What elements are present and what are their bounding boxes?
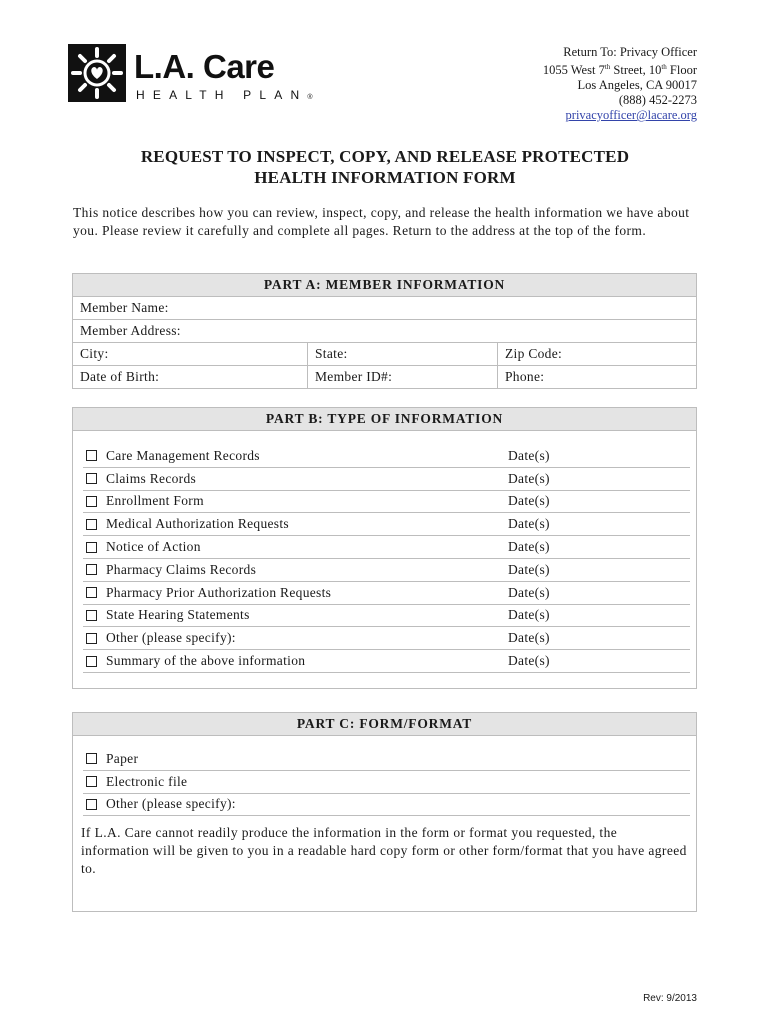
part-c-list [73, 736, 696, 816]
revision-date: Rev: 9/2013 [643, 993, 697, 1004]
dates-field[interactable]: Date(s) [508, 607, 550, 623]
phone-field[interactable]: Phone: [497, 366, 696, 388]
date-of-birth-field[interactable]: Date of Birth: [80, 369, 160, 384]
title-line-1: REQUEST TO INSPECT, COPY, AND RELEASE PROTECTED [140, 147, 630, 166]
record-type-label: Claims Records [106, 470, 197, 486]
return-to-line: Return To: Privacy Officer [563, 45, 697, 59]
format-option-label: Other (please specify): [106, 796, 236, 812]
checkbox[interactable] [86, 587, 97, 598]
format-note: If L.A. Care cannot readily produce the information in the form or format you requested, the information will be given to you in a readable hard copy form or other form/format that you have agreed to. [81, 825, 687, 877]
checkbox[interactable] [86, 656, 97, 667]
dates-field[interactable]: Date(s) [508, 630, 550, 646]
street-line: 1055 West 7th Street, 10th Floor [542, 63, 697, 78]
part-b-heading: PART B: TYPE OF INFORMATION [73, 408, 696, 431]
part-a-heading: PART A: MEMBER INFORMATION [73, 274, 696, 297]
record-type-label: Care Management Records [106, 447, 260, 463]
record-type-item [83, 627, 690, 650]
dates-field[interactable]: Date(s) [508, 493, 550, 509]
checkbox[interactable] [86, 473, 97, 484]
city-state-zip-row [73, 343, 696, 366]
record-type-label: Pharmacy Claims Records [106, 561, 257, 577]
member-name-label: Member Name: [80, 300, 169, 315]
la-care-logo [68, 44, 313, 108]
sun-heart-logo-icon [68, 44, 126, 102]
record-type-label: Pharmacy Prior Authorization Requests [106, 584, 332, 600]
dates-field[interactable]: Date(s) [508, 584, 550, 600]
record-type-item [83, 650, 690, 673]
record-type-label: State Hearing Statements [106, 607, 250, 623]
record-type-label: Medical Authorization Requests [106, 516, 289, 532]
form-title [0, 146, 770, 188]
part-b-list [73, 431, 696, 673]
title-line-2: HEALTH INFORMATION FORM [254, 168, 516, 187]
dates-field[interactable]: Date(s) [508, 516, 550, 532]
checkbox[interactable] [86, 776, 97, 787]
dob-id-phone-row [73, 366, 696, 388]
state-field[interactable]: State: [307, 343, 497, 365]
checkbox[interactable] [86, 564, 97, 575]
member-id-field[interactable]: Member ID#: [307, 366, 497, 388]
record-type-item [83, 445, 690, 468]
record-type-item [83, 513, 690, 536]
notice-text: This notice describes how you can review, inspect, copy, and release the health information we have about you. Please review it carefully and complete all pages. Return to the address at the top of the form. [73, 205, 690, 238]
dates-field[interactable]: Date(s) [508, 539, 550, 555]
format-option-item [83, 794, 690, 817]
record-type-item [83, 582, 690, 605]
format-option-label: Paper [106, 750, 139, 766]
record-type-item [83, 559, 690, 582]
format-option-item [83, 748, 690, 771]
record-type-item [83, 605, 690, 628]
member-address-row[interactable] [73, 320, 696, 343]
checkbox[interactable] [86, 753, 97, 764]
record-type-item [83, 491, 690, 514]
phone-line: (888) 452-2273 [618, 93, 697, 108]
checkbox[interactable] [86, 450, 97, 461]
format-option-item [83, 771, 690, 794]
checkbox[interactable] [86, 633, 97, 644]
record-type-label: Other (please specify): [106, 630, 236, 646]
checkbox[interactable] [86, 496, 97, 507]
part-c-heading: PART C: FORM/FORMAT [73, 713, 696, 736]
dates-field[interactable]: Date(s) [508, 653, 550, 669]
part-b-section [72, 407, 697, 689]
member-name-row[interactable] [73, 297, 696, 320]
dates-field[interactable]: Date(s) [508, 447, 550, 463]
record-type-label: Summary of the above information [106, 653, 306, 669]
logo-subtitle: HEALTH PLAN® [136, 88, 313, 102]
logo-brand-text: L.A. Care [134, 48, 275, 85]
member-address-label: Member Address: [80, 323, 181, 338]
part-a-section [72, 273, 697, 389]
city-field[interactable]: City: [80, 346, 109, 361]
checkbox[interactable] [86, 799, 97, 810]
email-link[interactable]: privacyofficer@lacare.org [565, 108, 697, 123]
record-type-item [83, 468, 690, 491]
format-option-label: Electronic file [106, 773, 188, 789]
return-address [543, 45, 697, 123]
city-line: Los Angeles, CA 90017 [577, 78, 697, 93]
record-type-item [83, 536, 690, 559]
zip-code-field[interactable]: Zip Code: [497, 343, 696, 365]
record-type-label: Notice of Action [106, 539, 201, 555]
part-c-section [72, 712, 697, 912]
dates-field[interactable]: Date(s) [508, 561, 550, 577]
checkbox[interactable] [86, 610, 97, 621]
record-type-label: Enrollment Form [106, 493, 204, 509]
checkbox[interactable] [86, 519, 97, 530]
dates-field[interactable]: Date(s) [508, 470, 550, 486]
checkbox[interactable] [86, 542, 97, 553]
